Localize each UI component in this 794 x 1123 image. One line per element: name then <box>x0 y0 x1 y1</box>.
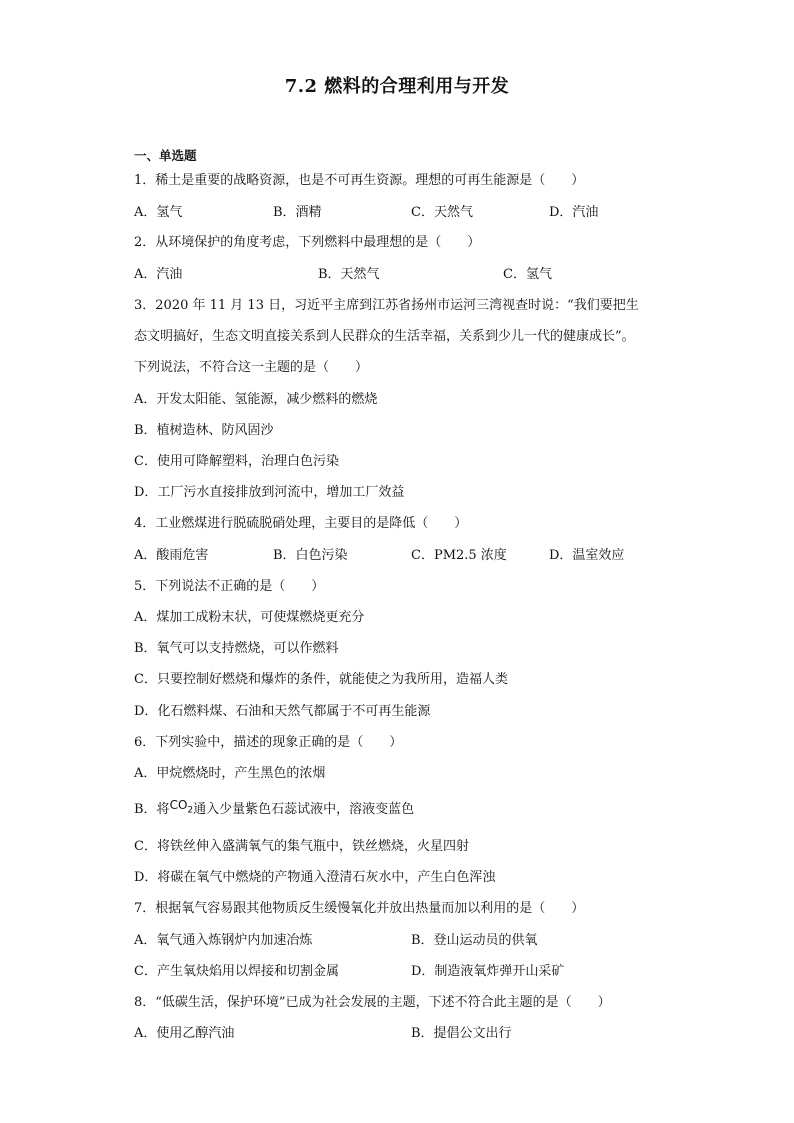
section-heading: 一、单选题 <box>134 148 197 163</box>
question-3-stem-line-3: 下列说法，不符合这一主题的是（ ） <box>134 360 369 375</box>
document-title: 7.2 燃料的合理利用与开发 <box>284 76 510 97</box>
question-3-option-d: D．工厂污水直接排放到河流中，增加工厂效益 <box>134 485 405 500</box>
question-7-option-d: D．制造液氧炸弹开山采矿 <box>411 964 565 979</box>
question-5-option-c: C．只要控制好燃烧和爆炸的条件，就能使之为我所用，造福人类 <box>134 672 508 687</box>
question-6-option-d: D．将碳在氧气中燃烧的产物通入澄清石灰水中，产生白色浑浊 <box>134 870 496 885</box>
question-4-option-d: D．温室效应 <box>549 548 625 563</box>
question-1-option-c: C．天然气 <box>411 205 473 220</box>
question-5-option-b: B．氧气可以支持燃烧，可以作燃料 <box>134 641 339 656</box>
question-5-stem: 5．下列说法不正确的是（ ） <box>134 579 325 594</box>
question-6-option-b-suffix: 通入少量紫色石蕊试液中，溶液变蓝色 <box>193 802 415 817</box>
carbon-dioxide-formula <box>169 798 194 816</box>
question-3-option-c: C．使用可降解塑料，治理白色污染 <box>134 454 339 469</box>
question-6-option-b <box>134 800 414 823</box>
question-1-option-b: B．酒精 <box>273 205 322 220</box>
question-4-option-a: A．酸雨危害 <box>134 548 209 563</box>
question-2-option-b: B．天然气 <box>318 267 380 282</box>
question-8-option-b: B．提倡公文出行 <box>411 1026 512 1041</box>
question-1-option-d: D．汽油 <box>549 205 599 220</box>
question-6-option-b-prefix: B．将 <box>134 802 170 817</box>
question-5-option-a: A．煤加工成粉末状，可使煤燃烧更充分 <box>134 610 365 625</box>
question-7-option-b: B．登山运动员的供氧 <box>411 933 538 948</box>
question-1-option-a: A．氢气 <box>134 205 183 220</box>
question-6-option-c: C．将铁丝伸入盛满氧气的集气瓶中，铁丝燃烧，火星四射 <box>134 839 469 854</box>
question-3-stem-line-1: 3．2020 年 11 月 13 日，习近平主席到江苏省扬州市运河三湾视查时说：“我们要把生 <box>134 298 639 313</box>
question-8-option-a: A．使用乙醇汽油 <box>134 1026 235 1041</box>
question-2-option-c: C．氢气 <box>503 267 552 282</box>
question-4-option-b: B．白色污染 <box>273 548 348 563</box>
question-7-option-a: A．氧气通入炼钢炉内加速冶炼 <box>134 933 313 948</box>
question-6-option-a: A．甲烷燃烧时，产生黑色的浓烟 <box>134 766 326 781</box>
question-5-option-d: D．化石燃料煤、石油和天然气都属于不可再生能源 <box>134 704 431 719</box>
question-1-stem: 1．稀土是重要的战略资源，也是不可再生资源。理想的可再生能源是（ ） <box>134 173 585 188</box>
question-4-stem: 4．工业燃煤进行脱硫脱硝处理，主要目的是降低（ ） <box>134 516 468 531</box>
question-3-stem-line-2: 态文明搞好，生态文明直接关系到人民群众的生活幸福，关系到少儿一代的健康成长”。 <box>134 329 635 344</box>
question-7-option-c: C．产生氧炔焰用以焊接和切割金属 <box>134 964 339 979</box>
question-7-stem: 7．根据氧气容易跟其他物质反生缓慢氧化并放出热量而加以利用的是（ ） <box>134 901 585 916</box>
question-8-stem: 8．“低碳生活，保护环境”已成为社会发展的主题，下述不符合此主题的是（ ） <box>134 995 611 1010</box>
question-4-option-c: C．PM2.5 浓度 <box>411 548 507 563</box>
question-3-option-b: B．植树造林、防风固沙 <box>134 423 274 438</box>
formula-subscript: 2 <box>187 805 194 816</box>
formula-co: CO <box>169 798 188 812</box>
question-2-option-a: A．汽油 <box>134 267 183 282</box>
question-6-stem: 6．下列实验中，描述的现象正确的是（ ） <box>134 735 403 750</box>
question-3-option-a: A．开发太阳能、氢能源，减少燃料的燃烧 <box>134 392 378 407</box>
question-2-stem: 2．从环境保护的角度考虑，下列燃料中最理想的是（ ） <box>134 235 481 250</box>
